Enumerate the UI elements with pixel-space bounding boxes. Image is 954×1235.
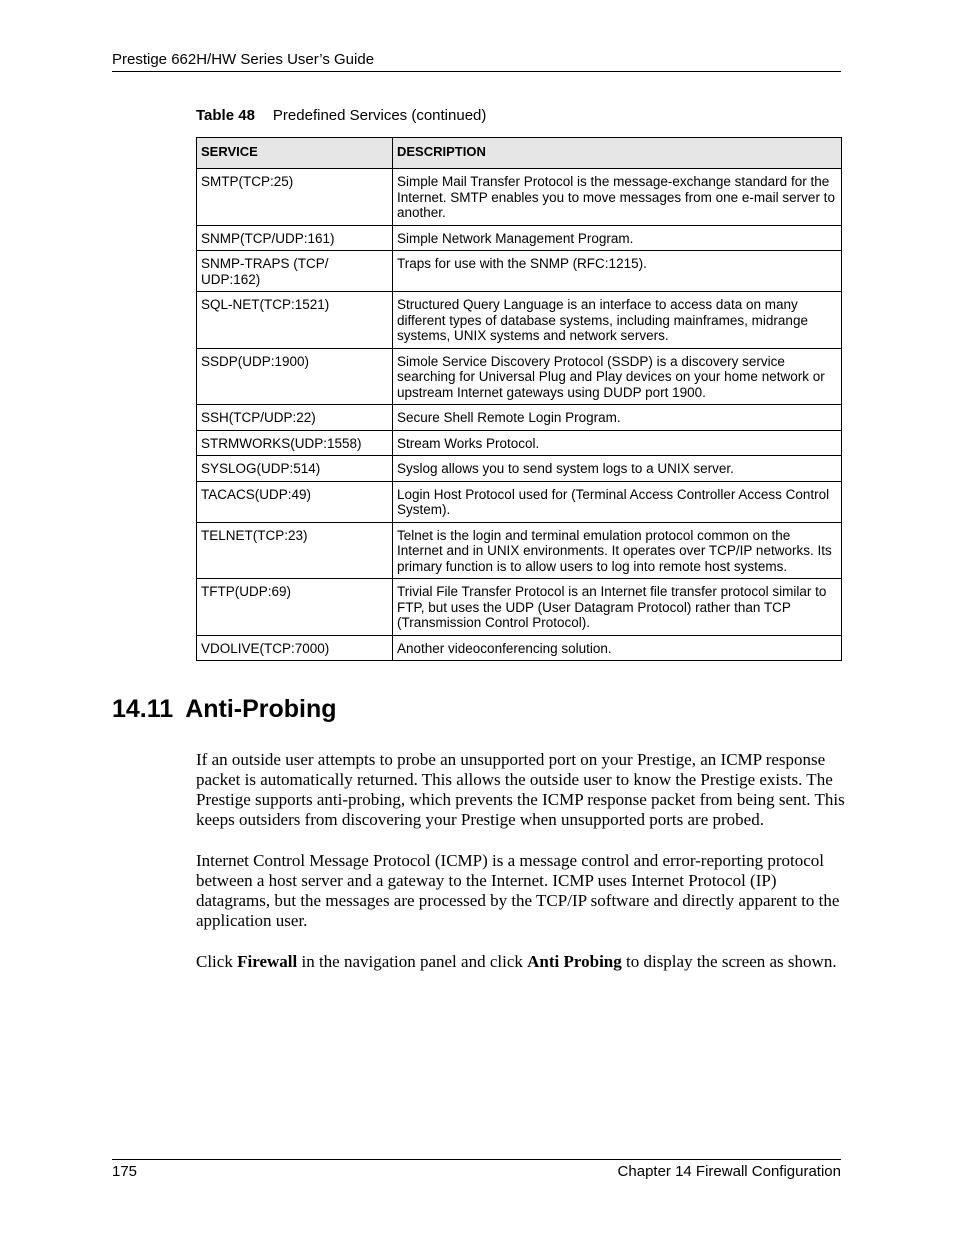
instruction-text: Click [196,952,238,971]
table-row [197,225,842,251]
firewall-menu-reference: Firewall [237,952,298,971]
table-row [197,405,842,431]
description-cell: Simple Network Management Program. [393,225,842,251]
table-row [197,292,842,349]
table-row [197,635,842,661]
table-row [197,456,842,482]
description-cell: Simole Service Discovery Protocol (SSDP) is a discovery service searching for Universal Plug and Play devices on your home network or upstream Internet gateways using DUDP port 1900. [393,348,842,405]
description-cell: Simple Mail Transfer Protocol is the message-exchange standard for the Internet. SMTP enables you to move messages from one e-mail server to another. [393,169,842,226]
table-header-row [197,138,842,169]
table-row [197,348,842,405]
description-cell: Stream Works Protocol. [393,430,842,456]
page-footer [112,1159,841,1181]
service-cell: SSDP(UDP:1900) [197,348,393,405]
paragraph-anti-probing-intro: If an outside user attempts to probe an unsupported port on your Prestige, an ICMP response packet is automatically returned. This allows the outside user to know the Prestige exists. The Prestige supports anti-probing, which prevents the ICMP response packet from being sent. This keeps outsiders from discovering your Prestige when unsupported ports are probed. [196,750,845,829]
table-row [197,579,842,636]
instruction-text: to display the screen as shown. [621,952,837,971]
description-cell: Trivial File Transfer Protocol is an Internet file transfer protocol similar to FTP, but uses the UDP (User Datagram Protocol) rather than TCP (Transmission Control Protocol). [393,579,842,636]
paragraph-navigation-instruction [196,952,846,972]
description-cell: Syslog allows you to send system logs to a UNIX server. [393,456,842,482]
service-cell: STRMWORKS(UDP:1558) [197,430,393,456]
description-cell: Structured Query Language is an interface to access data on many different types of database systems, including mainframes, midrange systems, UNIX systems and network servers. [393,292,842,349]
description-cell: Telnet is the login and terminal emulation protocol common on the Internet and in UNIX environments. It operates over TCP/IP networks. Its primary function is to allow users to log into remote host systems. [393,522,842,579]
column-header-service: SERVICE [197,138,393,169]
section-number: 14.11 [112,695,174,723]
section-heading [112,694,337,724]
table-body [197,169,842,661]
page-header [112,51,841,72]
column-header-description: DESCRIPTION [393,138,842,169]
service-cell: SQL-NET(TCP:1521) [197,292,393,349]
service-cell: TACACS(UDP:49) [197,481,393,522]
service-cell: SSH(TCP/UDP:22) [197,405,393,431]
guide-title: Prestige 662H/HW Series User’s Guide [112,51,375,68]
table-row [197,522,842,579]
service-cell: VDOLIVE(TCP:7000) [197,635,393,661]
chapter-title: Chapter 14 Firewall Configuration [617,1163,841,1180]
service-cell: TELNET(TCP:23) [197,522,393,579]
table-caption-text: Predefined Services (continued) [272,107,487,124]
description-cell: Traps for use with the SNMP (RFC:1215). [393,251,842,292]
table-caption [196,107,486,125]
table-row [197,430,842,456]
service-cell: SNMP(TCP/UDP:161) [197,225,393,251]
service-cell: SNMP-TRAPS (TCP/ UDP:162) [197,251,393,292]
page-number: 175 [112,1163,138,1180]
service-cell: SMTP(TCP:25) [197,169,393,226]
description-cell: Secure Shell Remote Login Program. [393,405,842,431]
table-row [197,251,842,292]
table-number: Table 48 [196,107,255,124]
table-row [197,169,842,226]
service-cell: TFTP(UDP:69) [197,579,393,636]
description-cell: Login Host Protocol used for (Terminal Access Controller Access Control System). [393,481,842,522]
anti-probing-menu-reference: Anti Probing [527,952,622,971]
service-cell: SYSLOG(UDP:514) [197,456,393,482]
description-cell: Another videoconferencing solution. [393,635,842,661]
paragraph-icmp-definition: Internet Control Message Protocol (ICMP) is a message control and error-reporting protocol between a host server and a gateway to the Internet. ICMP uses Internet Protocol (IP) datagrams, but the messages are processed by the TCP/IP software and directly apparent to the application user. [196,851,840,930]
section-title: Anti-Probing [185,695,337,723]
predefined-services-table [196,137,842,661]
instruction-text: in the navigation panel and click [297,952,528,971]
table-row [197,481,842,522]
